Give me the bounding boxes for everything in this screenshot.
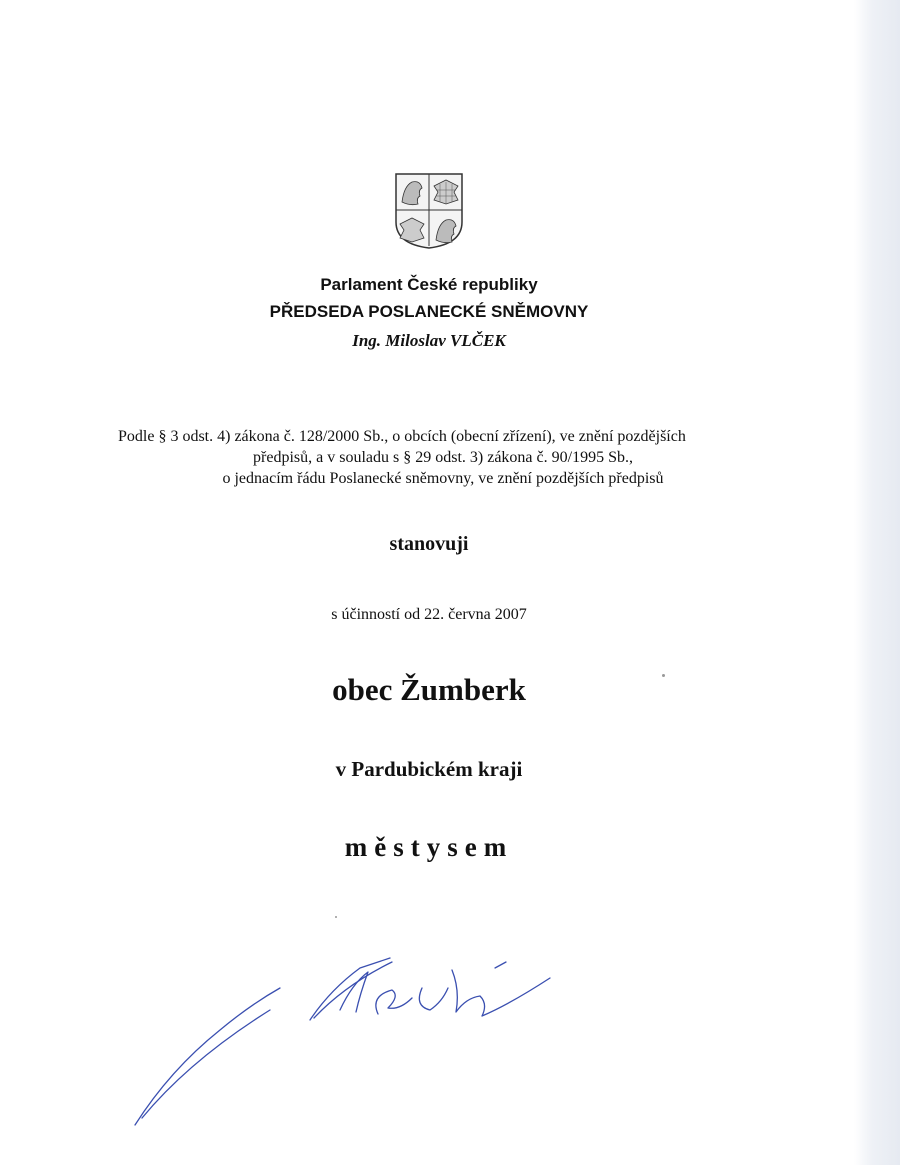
institution-name: Parlament České republiky xyxy=(320,275,538,294)
legal-basis-line-1: Podle § 3 odst. 4) zákona č. 128/2000 Sb., o obcích (obecní zřízení), ve znění pozdějších xyxy=(118,428,686,445)
handwritten-signature xyxy=(130,950,570,1130)
coat-of-arms-icon xyxy=(394,172,464,250)
region-name: v Pardubickém kraji xyxy=(335,757,523,781)
municipality-name: obec Žumberk xyxy=(332,672,526,707)
legal-basis-paragraph xyxy=(118,426,768,489)
office-title: PŘEDSEDA POSLANECKÉ SNĚMOVNY xyxy=(269,302,589,321)
scan-speck xyxy=(662,674,665,677)
decree-verb: stanovuji xyxy=(389,533,469,555)
speaker-name: Ing. Miloslav VLČEK xyxy=(352,331,506,350)
scan-speck xyxy=(335,916,337,918)
effective-date: s účinností od 22. června 2007 xyxy=(331,606,527,623)
scan-edge-shadow xyxy=(854,0,900,1165)
legal-basis-line-2: předpisů, a v souladu s § 29 odst. 3) zákona č. 90/1995 Sb., xyxy=(253,449,633,466)
granted-status: městysem xyxy=(344,832,514,862)
legal-basis-line-3: o jednacím řádu Poslanecké sněmovny, ve znění pozdějších předpisů xyxy=(222,470,664,487)
